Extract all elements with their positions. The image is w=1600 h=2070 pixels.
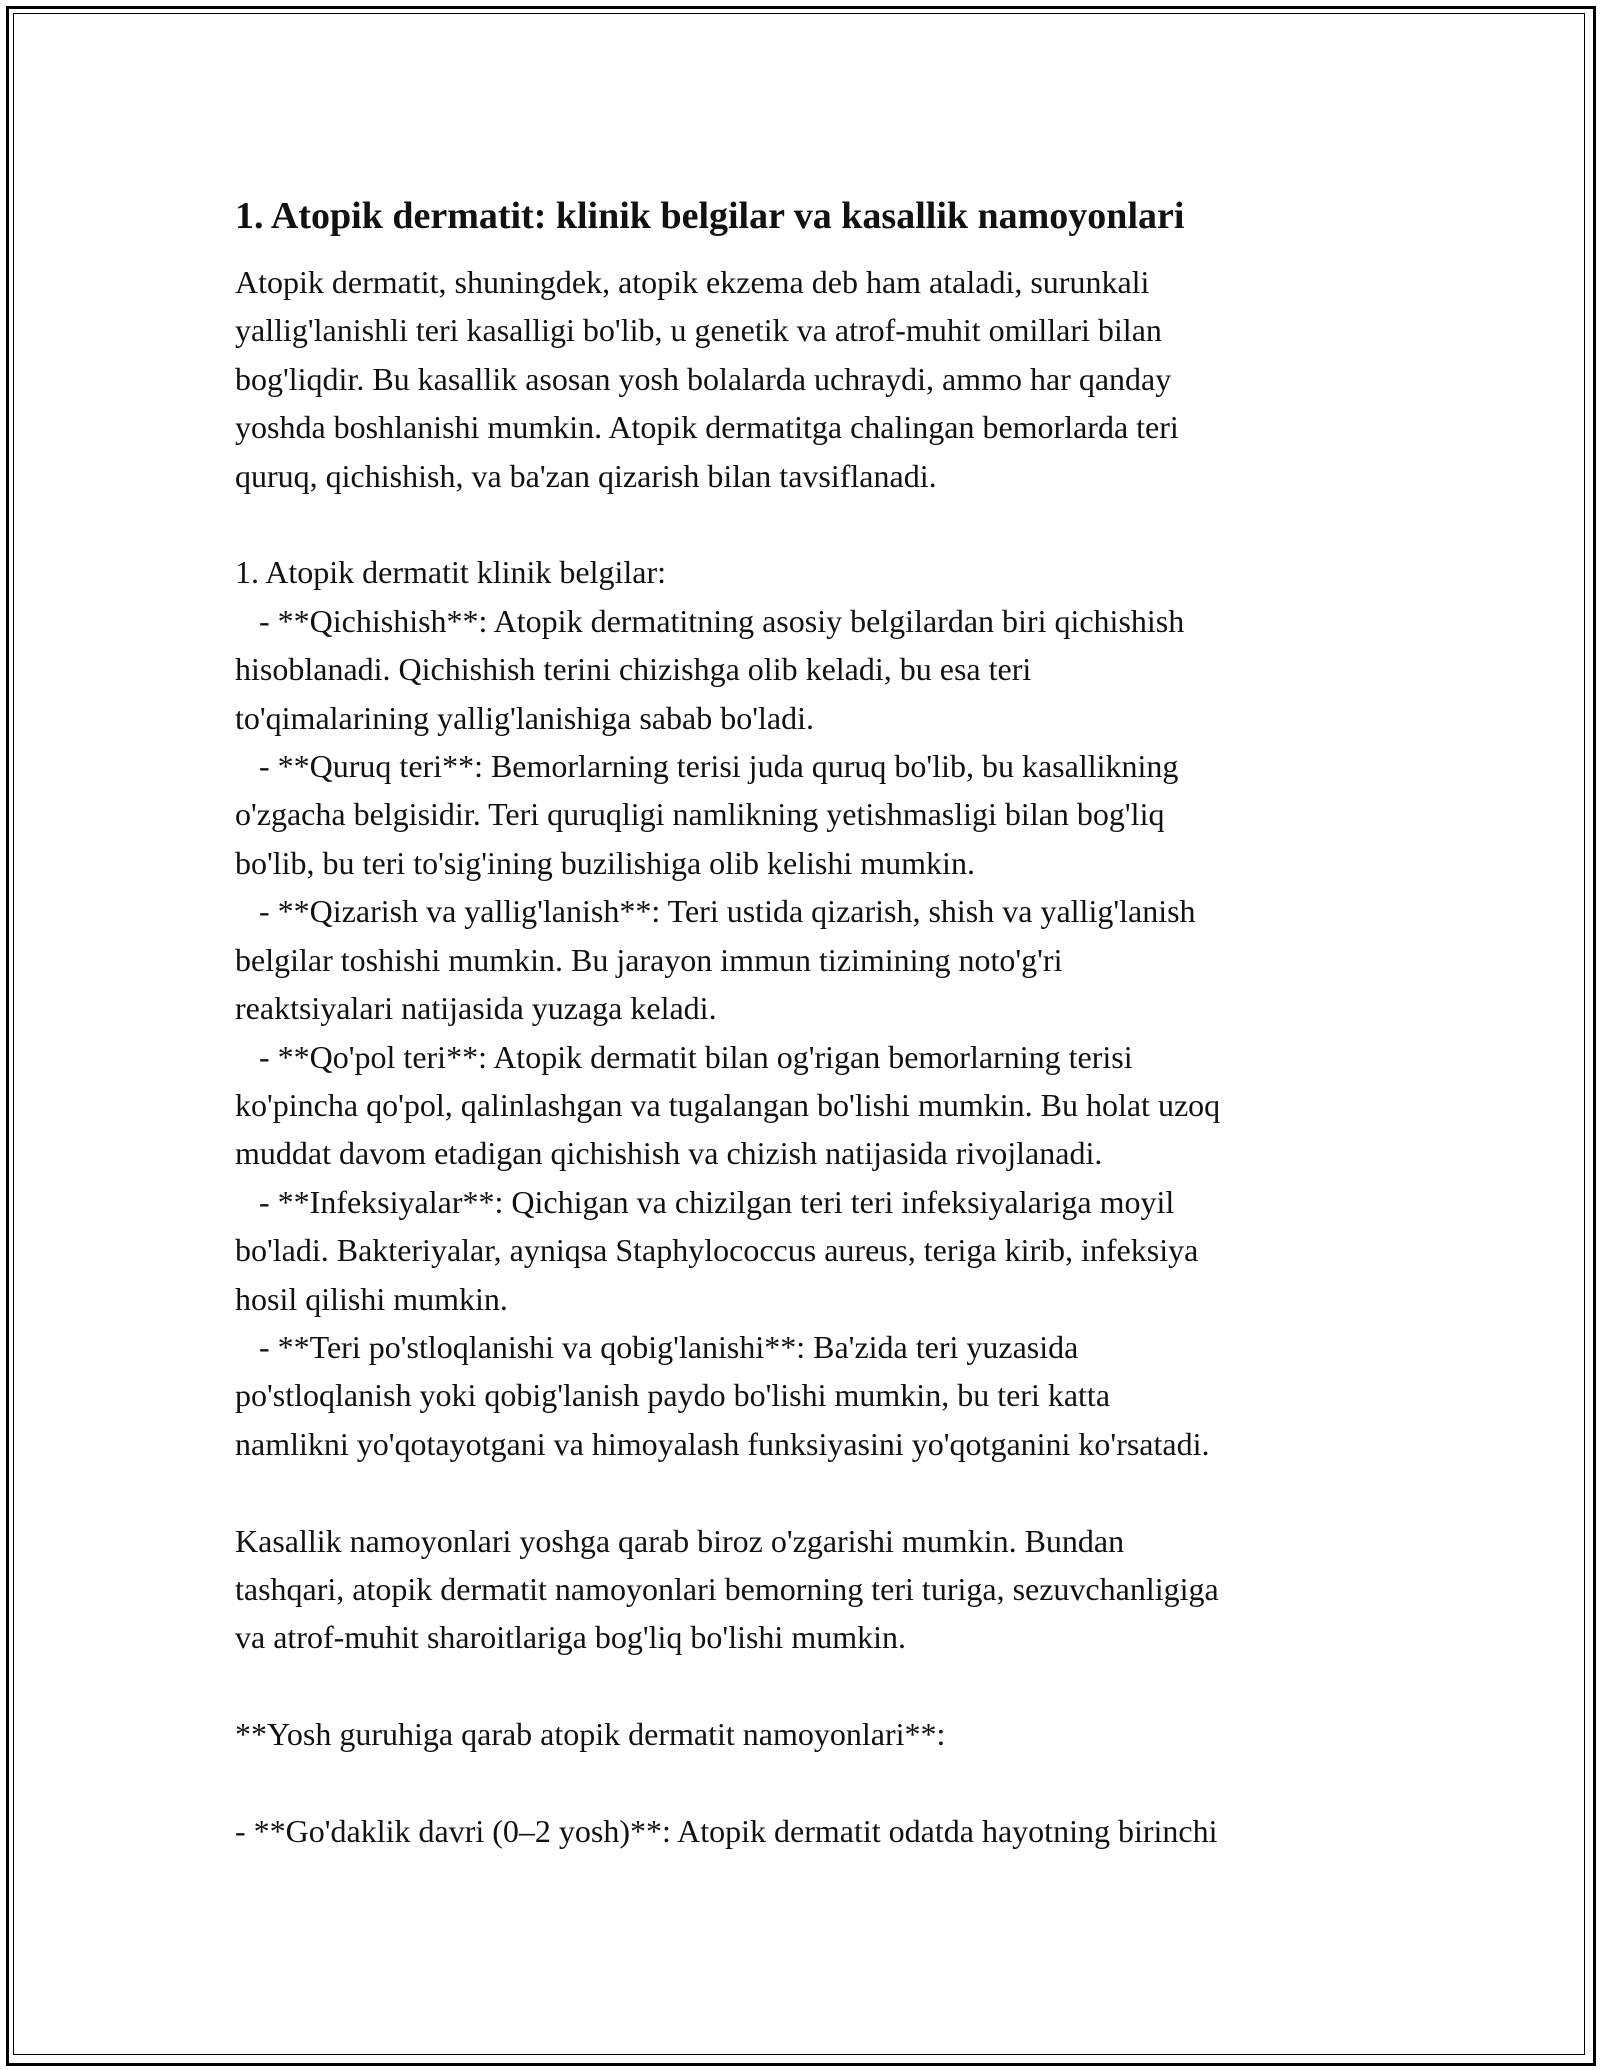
- document-content: [235, 188, 1375, 1855]
- body-text: Atopik dermatit, shuningdek, atopik ekzema deb ham ataladi, surunkali yallig'lanishli teri kasalligi bo'lib, u genetik va atrof-muhit omillari bilan bog'liqdir. Bu kasallik asosan yosh bolalarda uchraydi, ammo har qanday yoshda boshlanishi mumkin. Atopik dermatitga chalingan bemorlarda teri quruq, qichishish, va ba'zan qizarish bilan tavsiflanadi. 1. Atopik dermatit klinik belgilar: - **Qichishish**: Atopik dermatitning asosiy belgilardan biri qichishish hisoblanadi. Qichishish terini chizishga olib keladi, bu esa teri to'qimalarining yallig'lanishiga sabab bo'ladi. - **Quruq teri**: Bemorlarning terisi juda quruq bo'lib, bu kasallikning o'zgacha belgisidir. Teri quruqligi namlikning yetishmasligi bilan bog'liq bo'lib, bu teri to'sig'ining buzilishiga olib kelishi mumkin. - **Qizarish va yallig'lanish**: Teri ustida qizarish, shish va yallig'lanish belgilar toshishi mumkin. Bu jarayon immun tizimining noto'g'ri reaktsiyalari natijasida yuzaga keladi. - **Qo'pol teri**: Atopik dermatit bilan og'rigan bemorlarning terisi ko'pincha qo'pol, qalinlashgan va tugalangan bo'lishi mumkin. Bu holat uzoq muddat davom etadigan qichishish va chizish natijasida rivojlanadi. - **Infeksiyalar**: Qichigan va chizilgan teri teri infeksiyalariga moyil bo'ladi. Bakteriyalar, ayniqsa Staphylococcus aureus, teriga kirib, infeksiya hosil qilishi mumkin. - **Teri po'stloqlanishi va qobig'lanishi**: Ba'zida teri yuzasida po'stloqlanish yoki qobig'lanish paydo bo'lishi mumkin, bu teri katta namlikni yo'qotayotgani va himoyalash funksiyasini yo'qotganini ko'rsatadi. Kasallik namoyonlari yoshga qarab biroz o'zgarishi mumkin. Bundan tashqari, atopik dermatit namoyonlari bemorning teri turiga, sezuvchanligiga va atrof-muhit sharoitlariga bog'liq bo'lishi mumkin. **Yosh guruhiga qarab atopik dermatit namoyonlari**: - **Go'daklik davri (0–2 yosh)**: Atopik dermatit odatda hayotning birinchi: [235, 264, 1221, 1849]
- section-heading: 1. Atopik dermatit: klinik belgilar va kasallik namoyonlari: [235, 195, 1185, 237]
